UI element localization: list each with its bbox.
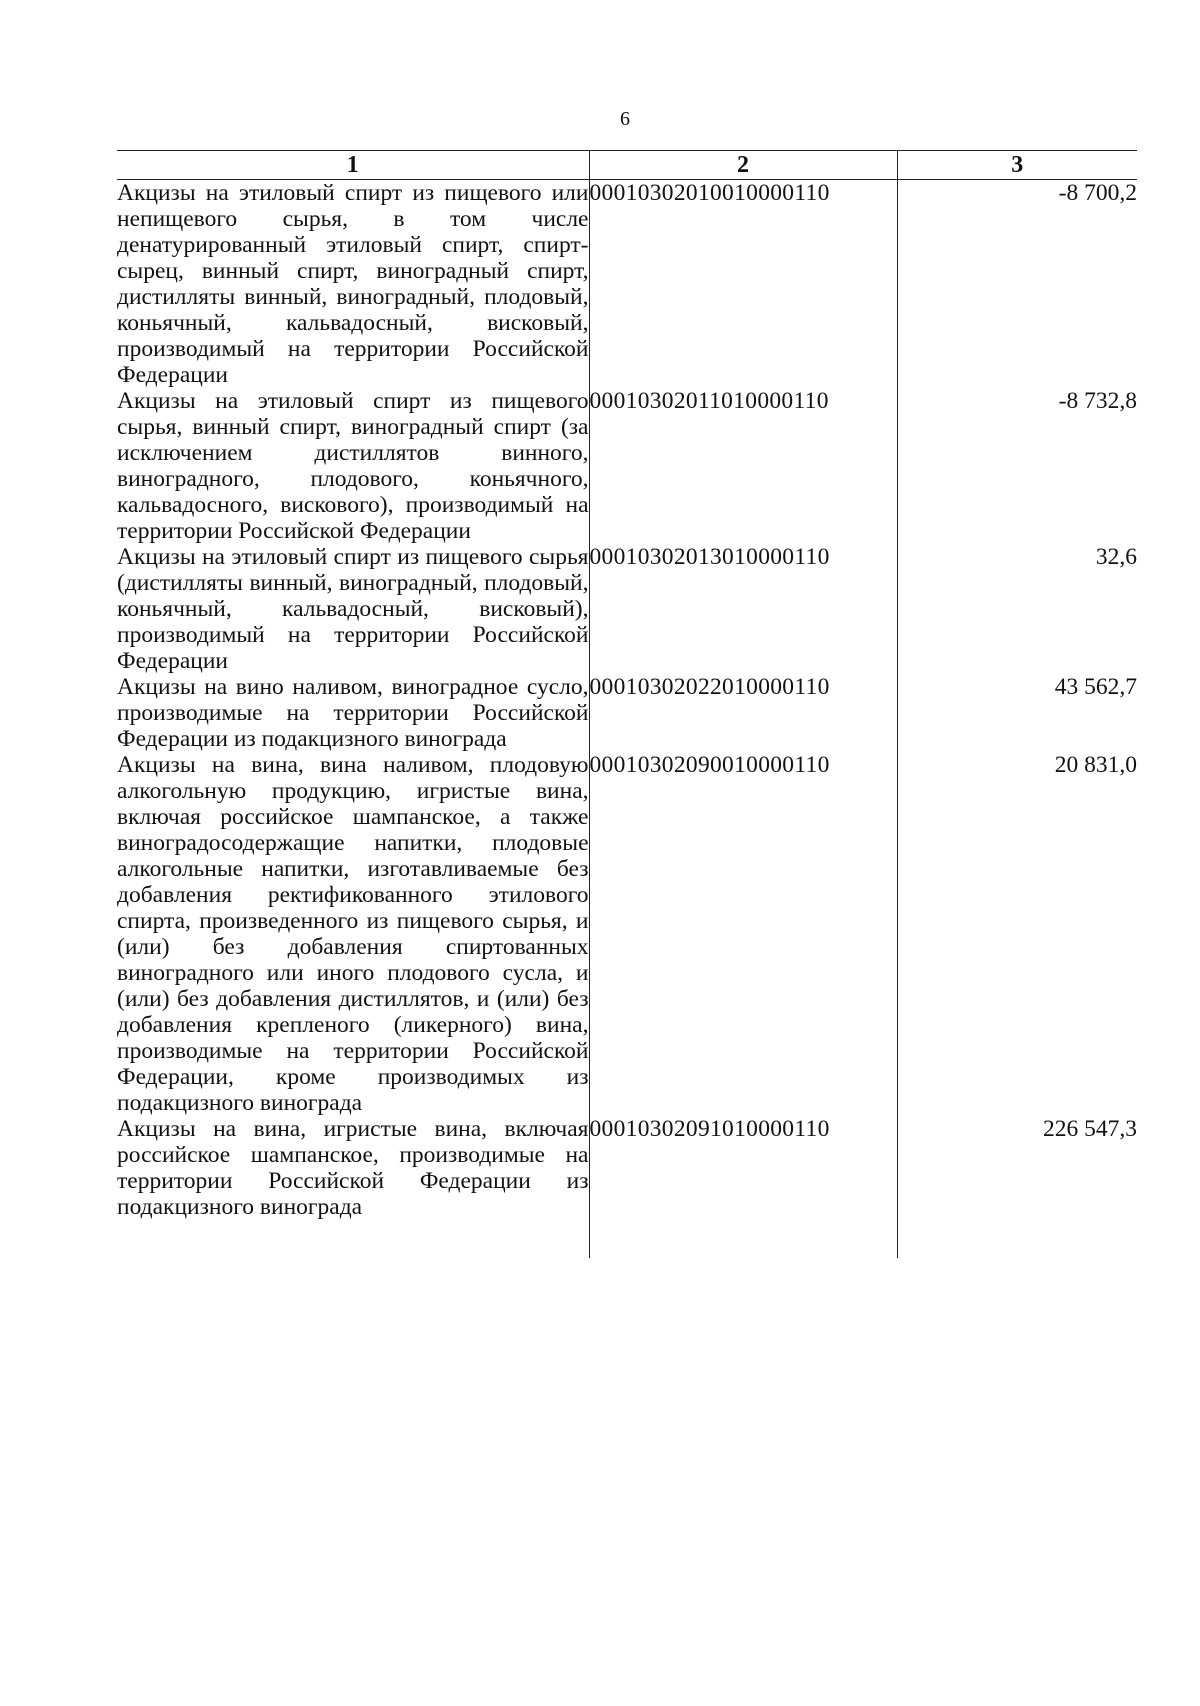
budget-table bbox=[117, 150, 1137, 1258]
row-code: 00010302010010000110 bbox=[589, 180, 897, 389]
header-row bbox=[117, 151, 1137, 180]
row-code: 00010302013010000110 bbox=[589, 544, 897, 674]
row-description: Акцизы на этиловый спирт из пищевого сырья, винный спирт, виноградный спирт (за исключением дистиллятов винного, виноградного, плодового, коньячного, кальвадосного, вискового), производимый на территории Российской Федерации bbox=[117, 388, 589, 544]
row-value: 32,6 bbox=[897, 544, 1137, 674]
row-code: 00010302022010000110 bbox=[589, 674, 897, 752]
table-row bbox=[117, 1116, 1137, 1258]
column-header-2: 2 bbox=[589, 151, 897, 180]
column-header-3: 3 bbox=[897, 151, 1137, 180]
row-code: 00010302090010000110 bbox=[589, 752, 897, 1116]
table-row bbox=[117, 544, 1137, 674]
row-value: 20 831,0 bbox=[897, 752, 1137, 1116]
table-row bbox=[117, 180, 1137, 389]
row-description: Акцизы на этиловый спирт из пищевого сырья (дистилляты винный, виноградный, плодовый, коньячный, кальвадосный, висковый), производимый на территории Российской Федерации bbox=[117, 544, 589, 674]
row-value: -8 732,8 bbox=[897, 388, 1137, 544]
row-description: Акцизы на этиловый спирт из пищевого или непищевого сырья, в том числе денатурированный этиловый спирт, спирт-сырец, винный спирт, виноградный спирт, дистилляты винный, виноградный, плодовый, коньячный, кальвадосный, висковый, производимый на территории Российской Федерации bbox=[117, 180, 589, 388]
row-code: 00010302011010000110 bbox=[589, 388, 897, 544]
page-number: 6 bbox=[620, 108, 630, 130]
table-header bbox=[117, 151, 1137, 180]
row-description: Акцизы на вино наливом, виноградное сусло, производимые на территории Российской Федерации из подакцизного винограда bbox=[117, 674, 589, 752]
row-value: 226 547,3 bbox=[897, 1116, 1137, 1258]
table-body bbox=[117, 180, 1137, 1259]
table-row bbox=[117, 752, 1137, 1116]
row-value: -8 700,2 bbox=[897, 180, 1137, 389]
row-value: 43 562,7 bbox=[897, 674, 1137, 752]
table-row bbox=[117, 674, 1137, 752]
row-code: 00010302091010000110 bbox=[589, 1116, 897, 1258]
table-row bbox=[117, 388, 1137, 544]
row-description: Акцизы на вина, игристые вина, включая российское шампанское, производимые на территории Российской Федерации из подакцизного винограда bbox=[117, 1116, 589, 1220]
row-description: Акцизы на вина, вина наливом, плодовую алкогольную продукцию, игристые вина, включая российское шампанское, а также виноградосодержащие напитки, плодовые алкогольные напитки, изготавливаемые без добавления ректификованного этилового спирта, произведенного из пищевого сырья, и (или) без добавления спиртованных виноградного или иного плодового сусла, и (или) без добавления дистиллятов, и (или) без добавления крепленого (ликерного) вина, производимые на территории Российской Федерации, кроме производимых из подакцизного винограда bbox=[117, 752, 589, 1116]
column-header-1: 1 bbox=[117, 151, 589, 180]
